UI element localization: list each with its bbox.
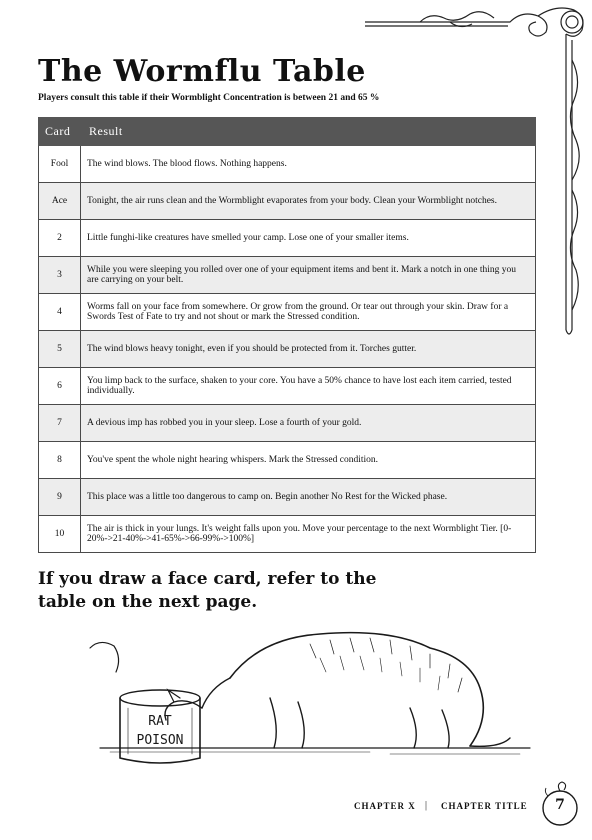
- footer-chapter: CHAPTER X: [354, 801, 416, 811]
- card-cell: Fool: [39, 146, 81, 183]
- result-cell: Worms fall on your face from somewhere. Or grow from the ground. Or tear out through your skin. Draw for a Swords Test of Fate to try and not shout or mark the Stressed condition.: [81, 294, 536, 331]
- table-row: [39, 479, 536, 516]
- card-cell: 3: [39, 257, 81, 294]
- footer-chapter-title: CHAPTER TITLE: [441, 801, 528, 811]
- result-cell: A devious imp has robbed you in your sleep. Lose a fourth of your gold.: [81, 405, 536, 442]
- result-cell: Little funghi-like creatures have smelled your camp. Lose one of your smaller items.: [81, 220, 536, 257]
- result-cell: You've spent the whole night hearing whispers. Mark the Stressed condition.: [81, 442, 536, 479]
- table-row: [39, 516, 536, 553]
- card-cell: Ace: [39, 183, 81, 220]
- footer-separator: |: [425, 800, 428, 811]
- table-row: [39, 257, 536, 294]
- result-cell: You limp back to the surface, shaken to your core. You have a 50% chance to have lost each item carried, tested individually.: [81, 368, 536, 405]
- page-number: 7: [555, 797, 565, 813]
- card-cell: 7: [39, 405, 81, 442]
- result-cell: This place was a little too dangerous to camp on. Begin another No Rest for the Wicked phase.: [81, 479, 536, 516]
- table-header-row: [39, 118, 536, 146]
- card-cell: 9: [39, 479, 81, 516]
- table-row: [39, 220, 536, 257]
- result-cell: Tonight, the air runs clean and the Wormblight evaporates from your body. Clean your Wormblight notches.: [81, 183, 536, 220]
- result-cell: The wind blows heavy tonight, even if you should be protected from it. Torches gutter.: [81, 331, 536, 368]
- table-row: [39, 405, 536, 442]
- table-row: [39, 146, 536, 183]
- card-cell: 10: [39, 516, 81, 553]
- table-row: [39, 294, 536, 331]
- table-row: [39, 183, 536, 220]
- cat-rat-poison-illustration: [70, 598, 540, 780]
- wormflu-table: [38, 117, 536, 553]
- column-header-result: Result: [81, 118, 536, 146]
- page-subtitle: Players consult this table if their Wormblight Concentration is between 21 and 65 %: [38, 93, 380, 103]
- table-row: [39, 331, 536, 368]
- card-cell: 5: [39, 331, 81, 368]
- column-header-card: Card: [39, 118, 81, 146]
- face-card-note: If you draw a face card, refer to the table on the next page.: [38, 569, 377, 612]
- card-cell: 4: [39, 294, 81, 331]
- table-row: [39, 442, 536, 479]
- page-title: The Wormflu Table: [38, 54, 366, 89]
- result-cell: While you were sleeping you rolled over one of your equipment items and bent it. Mark a notch in one thing you are carrying on your belt.: [81, 257, 536, 294]
- result-cell: The wind blows. The blood flows. Nothing happens.: [81, 146, 536, 183]
- can-label-line1: RAT: [148, 714, 172, 729]
- card-cell: 8: [39, 442, 81, 479]
- can-label-line2: POISON: [136, 733, 184, 748]
- result-cell: The air is thick in your lungs. It's weight falls upon you. Move your percentage to the next Wormblight Tier. [0-20%->21-40%->41-65%->66-99%->100%]: [81, 516, 536, 553]
- card-cell: 6: [39, 368, 81, 405]
- table-row: [39, 368, 536, 405]
- card-cell: 2: [39, 220, 81, 257]
